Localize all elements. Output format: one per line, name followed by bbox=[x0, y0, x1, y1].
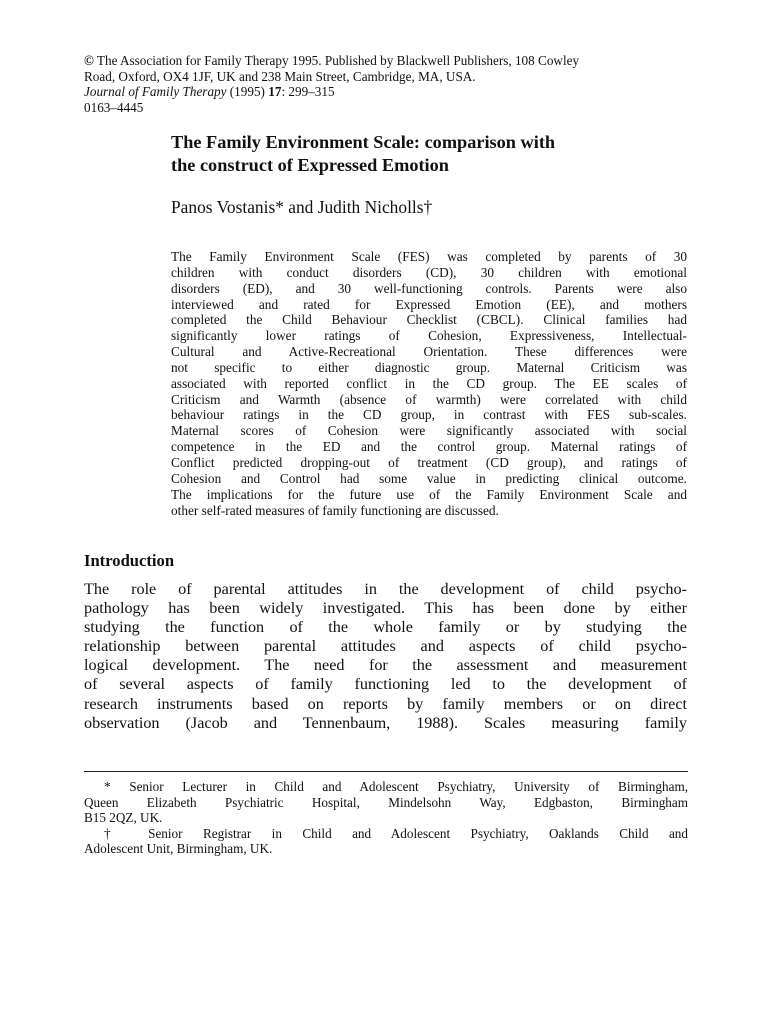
journal-volume: 17 bbox=[268, 84, 282, 99]
abstract-line: Criticism and Warmth (absence of warmth) were correlated with child bbox=[171, 391, 687, 407]
abstract-line: other self-rated measures of family functioning are discussed. bbox=[171, 502, 499, 518]
abstract-line: significantly lower ratings of Cohesion, Expressiveness, Intellectual- bbox=[171, 328, 687, 344]
abstract-line: completed the Child Behaviour Checklist (CBCL). Clinical families had bbox=[171, 312, 687, 328]
body-line: logical development. The need for the assessment and measurement bbox=[84, 656, 687, 675]
article-title bbox=[171, 131, 701, 177]
body-line: observation (Jacob and Tennenbaum, 1988). Scales measuring family bbox=[84, 713, 687, 732]
footnote-line: Adolescent Unit, Birmingham, UK. bbox=[84, 841, 273, 857]
abstract-line: Cultural and Active-Recreational Orientation. These differences were bbox=[171, 344, 687, 360]
body-line: pathology has been widely investigated. This has been done by either bbox=[84, 599, 687, 618]
publication-header bbox=[84, 53, 694, 115]
copyright-line-2: Road, Oxford, OX4 1JF, UK and 238 Main Street, Cambridge, MA, USA. bbox=[84, 68, 476, 84]
footnote-line: Queen Elizabeth Psychiatric Hospital, Mindelsohn Way, Edgbaston, Birmingham bbox=[84, 794, 688, 810]
abstract-line: disorders (ED), and 30 well-functioning controls. Parents were also bbox=[171, 280, 687, 296]
copyright-symbol: © bbox=[84, 53, 94, 68]
abstract-line: Cohesion and Control had some value in predicting clinical outcome. bbox=[171, 470, 687, 486]
journal-year: (1995) bbox=[229, 84, 265, 99]
abstract bbox=[171, 249, 687, 518]
introduction-body bbox=[84, 580, 687, 733]
footnote-line: B15 2QZ, UK. bbox=[84, 810, 163, 826]
footnote-line: * Senior Lecturer in Child and Adolescent Psychiatry, University of Birmingham, bbox=[104, 779, 688, 794]
title-line-2: the construct of Expressed Emotion bbox=[171, 155, 449, 175]
journal-pages: : 299–315 bbox=[281, 84, 335, 99]
abstract-line: competence in the ED and the control group. Maternal ratings of bbox=[171, 439, 687, 455]
journal-name: Journal of Family Therapy bbox=[84, 84, 227, 99]
footnotes bbox=[84, 779, 688, 857]
article-authors: Panos Vostanis* and Judith Nicholls† bbox=[171, 197, 433, 217]
abstract-line: children with conduct disorders (CD), 30 children with emotional bbox=[171, 264, 687, 280]
abstract-line: The implications for the future use of the Family Environment Scale and bbox=[171, 486, 687, 502]
body-line: of several aspects of family functioning led to the development of bbox=[84, 675, 687, 694]
abstract-line: not specific to either diagnostic group. Maternal Criticism was bbox=[171, 359, 687, 375]
abstract-line: The Family Environment Scale (FES) was completed by parents of 30 bbox=[171, 249, 687, 264]
abstract-line: Conflict predicted dropping-out of treatment (CD group), and ratings of bbox=[171, 454, 687, 470]
body-line: research instruments based on reports by family members or on direct bbox=[84, 694, 687, 713]
title-line-1: The Family Environment Scale: comparison with bbox=[171, 132, 556, 152]
abstract-line: Maternal scores of Cohesion were significantly associated with social bbox=[171, 423, 687, 439]
abstract-line: associated with reported conflict in the CD group. The EE scales of bbox=[171, 375, 687, 391]
copyright-line-1 bbox=[84, 53, 694, 69]
abstract-line: interviewed and rated for Expressed Emotion (EE), and mothers bbox=[171, 296, 687, 312]
issn: 0163–4445 bbox=[84, 99, 144, 115]
body-line: studying the function of the whole family or by studying the bbox=[84, 618, 687, 637]
footnote-divider bbox=[84, 771, 688, 772]
section-heading-introduction: Introduction bbox=[84, 551, 175, 570]
abstract-line: behaviour ratings in the CD group, in contrast with FES sub-scales. bbox=[171, 407, 687, 423]
footnote-line: † Senior Registrar in Child and Adolescent Psychiatry, Oaklands Child and bbox=[104, 825, 688, 841]
body-line: The role of parental attitudes in the development of child psycho- bbox=[84, 580, 687, 598]
journal-citation bbox=[84, 84, 694, 100]
body-line: relationship between parental attitudes and aspects of child psycho- bbox=[84, 637, 687, 656]
copyright-text: The Association for Family Therapy 1995. Published by Blackwell Publishers, 108 Cowley bbox=[96, 53, 580, 68]
